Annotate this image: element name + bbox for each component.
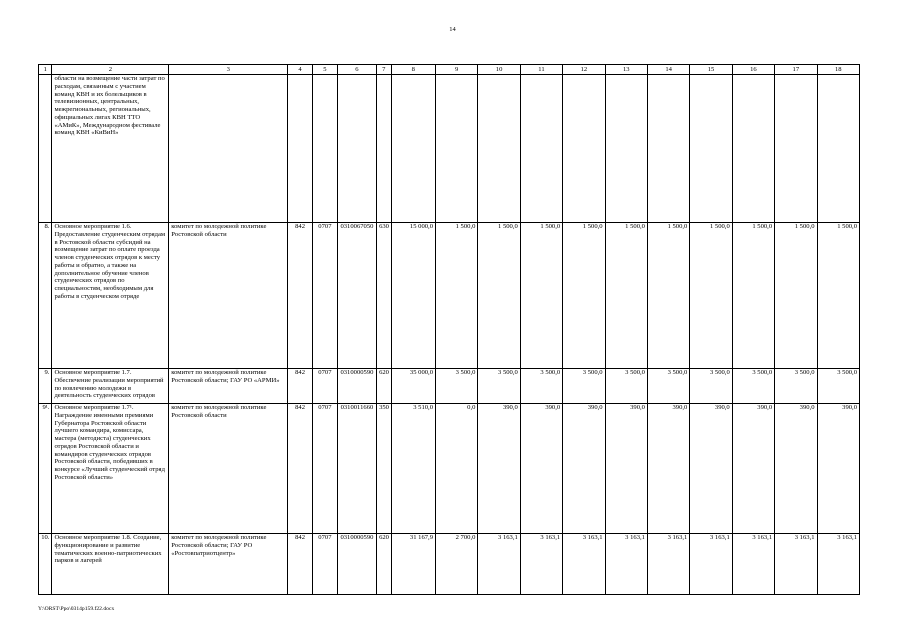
measure-name: Основное мероприятие 1.6. Предоставление студенческим отрядам в Ростовской области субсидий на возмещение затрат по оплате проезда членов студенческих отрядов к месту работы и обратно, а также на дополнительное обучение членов студенческих отрядов по специальностям, необходимым для работы в студенческом отряде: [52, 223, 169, 369]
header-cell: 5: [312, 65, 337, 75]
year-amount: [478, 75, 520, 223]
total-amount: 15 000,0: [391, 223, 435, 369]
table-row: [39, 369, 860, 404]
vr-code: [377, 75, 391, 223]
total-amount: [391, 75, 435, 223]
executor: комитет по молодежной политике Ростовской области; ГАУ РО «АРМИ»: [169, 369, 288, 404]
year-amount: 3 500,0: [520, 369, 562, 404]
rzpr-code: 0707: [312, 223, 337, 369]
header-cell: 4: [288, 65, 313, 75]
year-amount: 1 500,0: [647, 223, 689, 369]
header-cell: 15: [690, 65, 732, 75]
year-amount: 3 500,0: [817, 369, 859, 404]
row-number: [39, 75, 52, 223]
year-amount: 3 163,1: [775, 534, 817, 595]
year-amount: 3 500,0: [605, 369, 647, 404]
year-amount: 3 500,0: [732, 369, 774, 404]
rzpr-code: 0707: [312, 404, 337, 534]
grbs-code: 842: [288, 534, 313, 595]
header-cell: 7: [377, 65, 391, 75]
program-table: [38, 64, 860, 595]
table-row: [39, 75, 860, 223]
year-amount: [690, 75, 732, 223]
vr-code: 630: [377, 223, 391, 369]
year-amount: 3 163,1: [690, 534, 732, 595]
total-amount: 31 167,9: [391, 534, 435, 595]
header-cell: 9: [436, 65, 478, 75]
row-number: 10.: [39, 534, 52, 595]
year-amount: 390,0: [817, 404, 859, 534]
year-amount: 390,0: [478, 404, 520, 534]
year-amount: 390,0: [732, 404, 774, 534]
row-number: 8.: [39, 223, 52, 369]
year-amount: 1 500,0: [563, 223, 605, 369]
executor: комитет по молодежной политике Ростовской области; ГАУ РО «Ростовпатриотцентр»: [169, 534, 288, 595]
year-amount: 3 163,1: [478, 534, 520, 595]
year-amount: 1 500,0: [732, 223, 774, 369]
rzpr-code: 0707: [312, 534, 337, 595]
header-cell: 17: [775, 65, 817, 75]
year-amount: 390,0: [563, 404, 605, 534]
vr-code: 620: [377, 534, 391, 595]
year-amount: 3 163,1: [520, 534, 562, 595]
csr-code: 0310000590: [337, 369, 376, 404]
year-amount: 3 163,1: [732, 534, 774, 595]
header-cell: 13: [605, 65, 647, 75]
header-cell: 3: [169, 65, 288, 75]
year-amount: 390,0: [690, 404, 732, 534]
total-amount: 35 000,0: [391, 369, 435, 404]
year-amount: [732, 75, 774, 223]
grbs-code: [288, 75, 313, 223]
year-amount: 3 500,0: [647, 369, 689, 404]
year-amount: 1 500,0: [775, 223, 817, 369]
year-amount: 3 163,1: [563, 534, 605, 595]
header-cell: 14: [647, 65, 689, 75]
header-cell: 6: [337, 65, 376, 75]
year-amount: 3 163,1: [647, 534, 689, 595]
year-amount: 1 500,0: [690, 223, 732, 369]
year-amount: 3 163,1: [817, 534, 859, 595]
file-path-footer: Y:\ORST\Ppo\0314p159.f22.docx: [38, 606, 115, 612]
year-amount: 1 500,0: [436, 223, 478, 369]
header-row: [39, 65, 860, 75]
table-row: [39, 534, 860, 595]
measure-name: Основное мероприятие 1.7¹. Награждение именными премиями Губернатора Ростовской области лучшего командира, комиссара, мастера (методиста) студенческих отрядов Ростовской области и командиров студенческих отрядов Ростовской области, победивших в конкурсе «Лучший студенческий отряд Ростовской области»: [52, 404, 169, 534]
executor: комитет по молодежной политике Ростовской области: [169, 404, 288, 534]
year-amount: 1 500,0: [478, 223, 520, 369]
header-cell: 11: [520, 65, 562, 75]
year-amount: [647, 75, 689, 223]
year-amount: [520, 75, 562, 223]
executor: [169, 75, 288, 223]
table-row: [39, 404, 860, 534]
row-number: 9.: [39, 369, 52, 404]
year-amount: [605, 75, 647, 223]
header-cell: 1: [39, 65, 52, 75]
year-amount: 3 500,0: [478, 369, 520, 404]
vr-code: 350: [377, 404, 391, 534]
total-amount: 3 510,0: [391, 404, 435, 534]
year-amount: 390,0: [520, 404, 562, 534]
header-cell: 8: [391, 65, 435, 75]
row-number: 9¹.: [39, 404, 52, 534]
year-amount: 2 700,0: [436, 534, 478, 595]
rzpr-code: [312, 75, 337, 223]
year-amount: 0,0: [436, 404, 478, 534]
rzpr-code: 0707: [312, 369, 337, 404]
csr-code: 0310011660: [337, 404, 376, 534]
measure-name: области на возмещение части затрат по расходам, связанным с участием команд КВН и их болельщиков в телевизионных, центральных, межрегиональных, региональных, официальных лигах КВН ТТО «АМиК», Международном фестивале команд КВН «КиВиН»: [52, 75, 169, 223]
year-amount: 3 163,1: [605, 534, 647, 595]
header-cell: 10: [478, 65, 520, 75]
measure-name: Основное мероприятие 1.8. Создание, функционирование и развитие тематических военно-патриотических парков и лагерей: [52, 534, 169, 595]
year-amount: 390,0: [775, 404, 817, 534]
csr-code: 0310000590: [337, 534, 376, 595]
year-amount: 390,0: [605, 404, 647, 534]
year-amount: [775, 75, 817, 223]
year-amount: [817, 75, 859, 223]
header-cell: 18: [817, 65, 859, 75]
year-amount: 3 500,0: [563, 369, 605, 404]
year-amount: 3 500,0: [436, 369, 478, 404]
vr-code: 620: [377, 369, 391, 404]
year-amount: 1 500,0: [520, 223, 562, 369]
year-amount: 1 500,0: [605, 223, 647, 369]
year-amount: 3 500,0: [690, 369, 732, 404]
grbs-code: 842: [288, 223, 313, 369]
measure-name: Основное мероприятие 1.7. Обеспечение реализации мероприятий по вовлечению молодежи в деятельность студенческих отрядов: [52, 369, 169, 404]
header-cell: 12: [563, 65, 605, 75]
csr-code: [337, 75, 376, 223]
year-amount: 1 500,0: [817, 223, 859, 369]
page-number: 14: [449, 26, 456, 33]
year-amount: 390,0: [647, 404, 689, 534]
year-amount: [436, 75, 478, 223]
header-cell: 2: [52, 65, 169, 75]
table-row: [39, 223, 860, 369]
grbs-code: 842: [288, 404, 313, 534]
csr-code: 0310067050: [337, 223, 376, 369]
year-amount: 3 500,0: [775, 369, 817, 404]
year-amount: [563, 75, 605, 223]
header-cell: 16: [732, 65, 774, 75]
grbs-code: 842: [288, 369, 313, 404]
executor: комитет по молодежной политике Ростовской области: [169, 223, 288, 369]
